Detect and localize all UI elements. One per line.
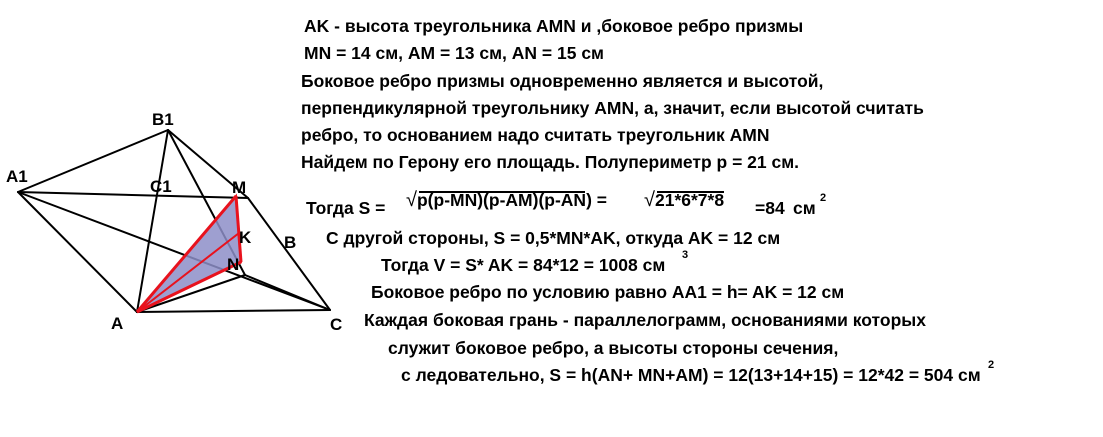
radical-bar-2 [657, 191, 724, 193]
vertex-label-B: B [284, 233, 297, 252]
heron-radicand-1: p(p-MN)(p-AM)(p-AN) = [416, 190, 607, 210]
heron-radical-1 [406, 190, 607, 211]
solution-line-3: Боковое ребро призмы одновременно является и высотой, [301, 71, 824, 91]
solution-line-8: С другой стороны, S = 0,5*MN*AK, откуда AK = 12 см [326, 228, 781, 248]
volume-line: Тогда V = S* AK = 84*12 = 1008 см [381, 255, 666, 275]
lateral-area-exponent: 2 [988, 359, 995, 371]
vertex-label-C: C [330, 315, 343, 334]
vertex-label-N: N [227, 255, 240, 274]
solution-line-5: ребро, то основанием надо считать треугольник AMN [301, 125, 770, 145]
solution-line-12: служит боковое ребро, а высоты стороны сечения, [388, 338, 839, 358]
heron-unit-exponent: 2 [820, 192, 827, 204]
solution-line-11: Каждая боковая грань - параллелограмм, основаниями которых [364, 310, 926, 330]
solution-text [296, 0, 1103, 437]
vertex-label-A: A [111, 314, 124, 333]
lateral-area-line: с ледовательно, S = h(AN+ MN+AM) = 12(13+14+15) = 12*42 = 504 см [401, 365, 981, 385]
solution-line-2: MN = 14 см, AM = 13 см, AN = 15 см [304, 43, 605, 63]
solution-line-1: AK - высота треугольника AMN и ,боковое ребро призмы [304, 16, 804, 36]
radical-sign-icon: √ [406, 189, 417, 211]
heron-unit: см [793, 198, 816, 218]
heron-radical-2 [644, 190, 724, 211]
solution-line-10: Боковое ребро по условию равно AA1 = h= AK = 12 см [371, 282, 845, 302]
vertex-label-C1: C1 [150, 177, 172, 196]
heron-result: =84 [755, 198, 785, 218]
solution-line-4: перпендикулярной треугольнику AMN, а, значит, если высотой считать [301, 98, 924, 118]
vertex-label-A1: A1 [6, 167, 28, 186]
vertex-label-B1: B1 [152, 110, 174, 129]
vertex-label-K: K [239, 228, 252, 247]
vertex-label-M: M [232, 178, 247, 197]
solution-line-6: Найдем по Герону его площадь. Полупериметр р = 21 см. [301, 152, 800, 172]
heron-radicand-2: 21*6*7*8 [654, 190, 725, 210]
radical-bar [419, 191, 585, 193]
volume-exponent: 3 [682, 249, 689, 261]
radical-sign-icon-2: √ [644, 189, 655, 211]
heron-formula-prefix: Тогда S = [306, 198, 386, 218]
